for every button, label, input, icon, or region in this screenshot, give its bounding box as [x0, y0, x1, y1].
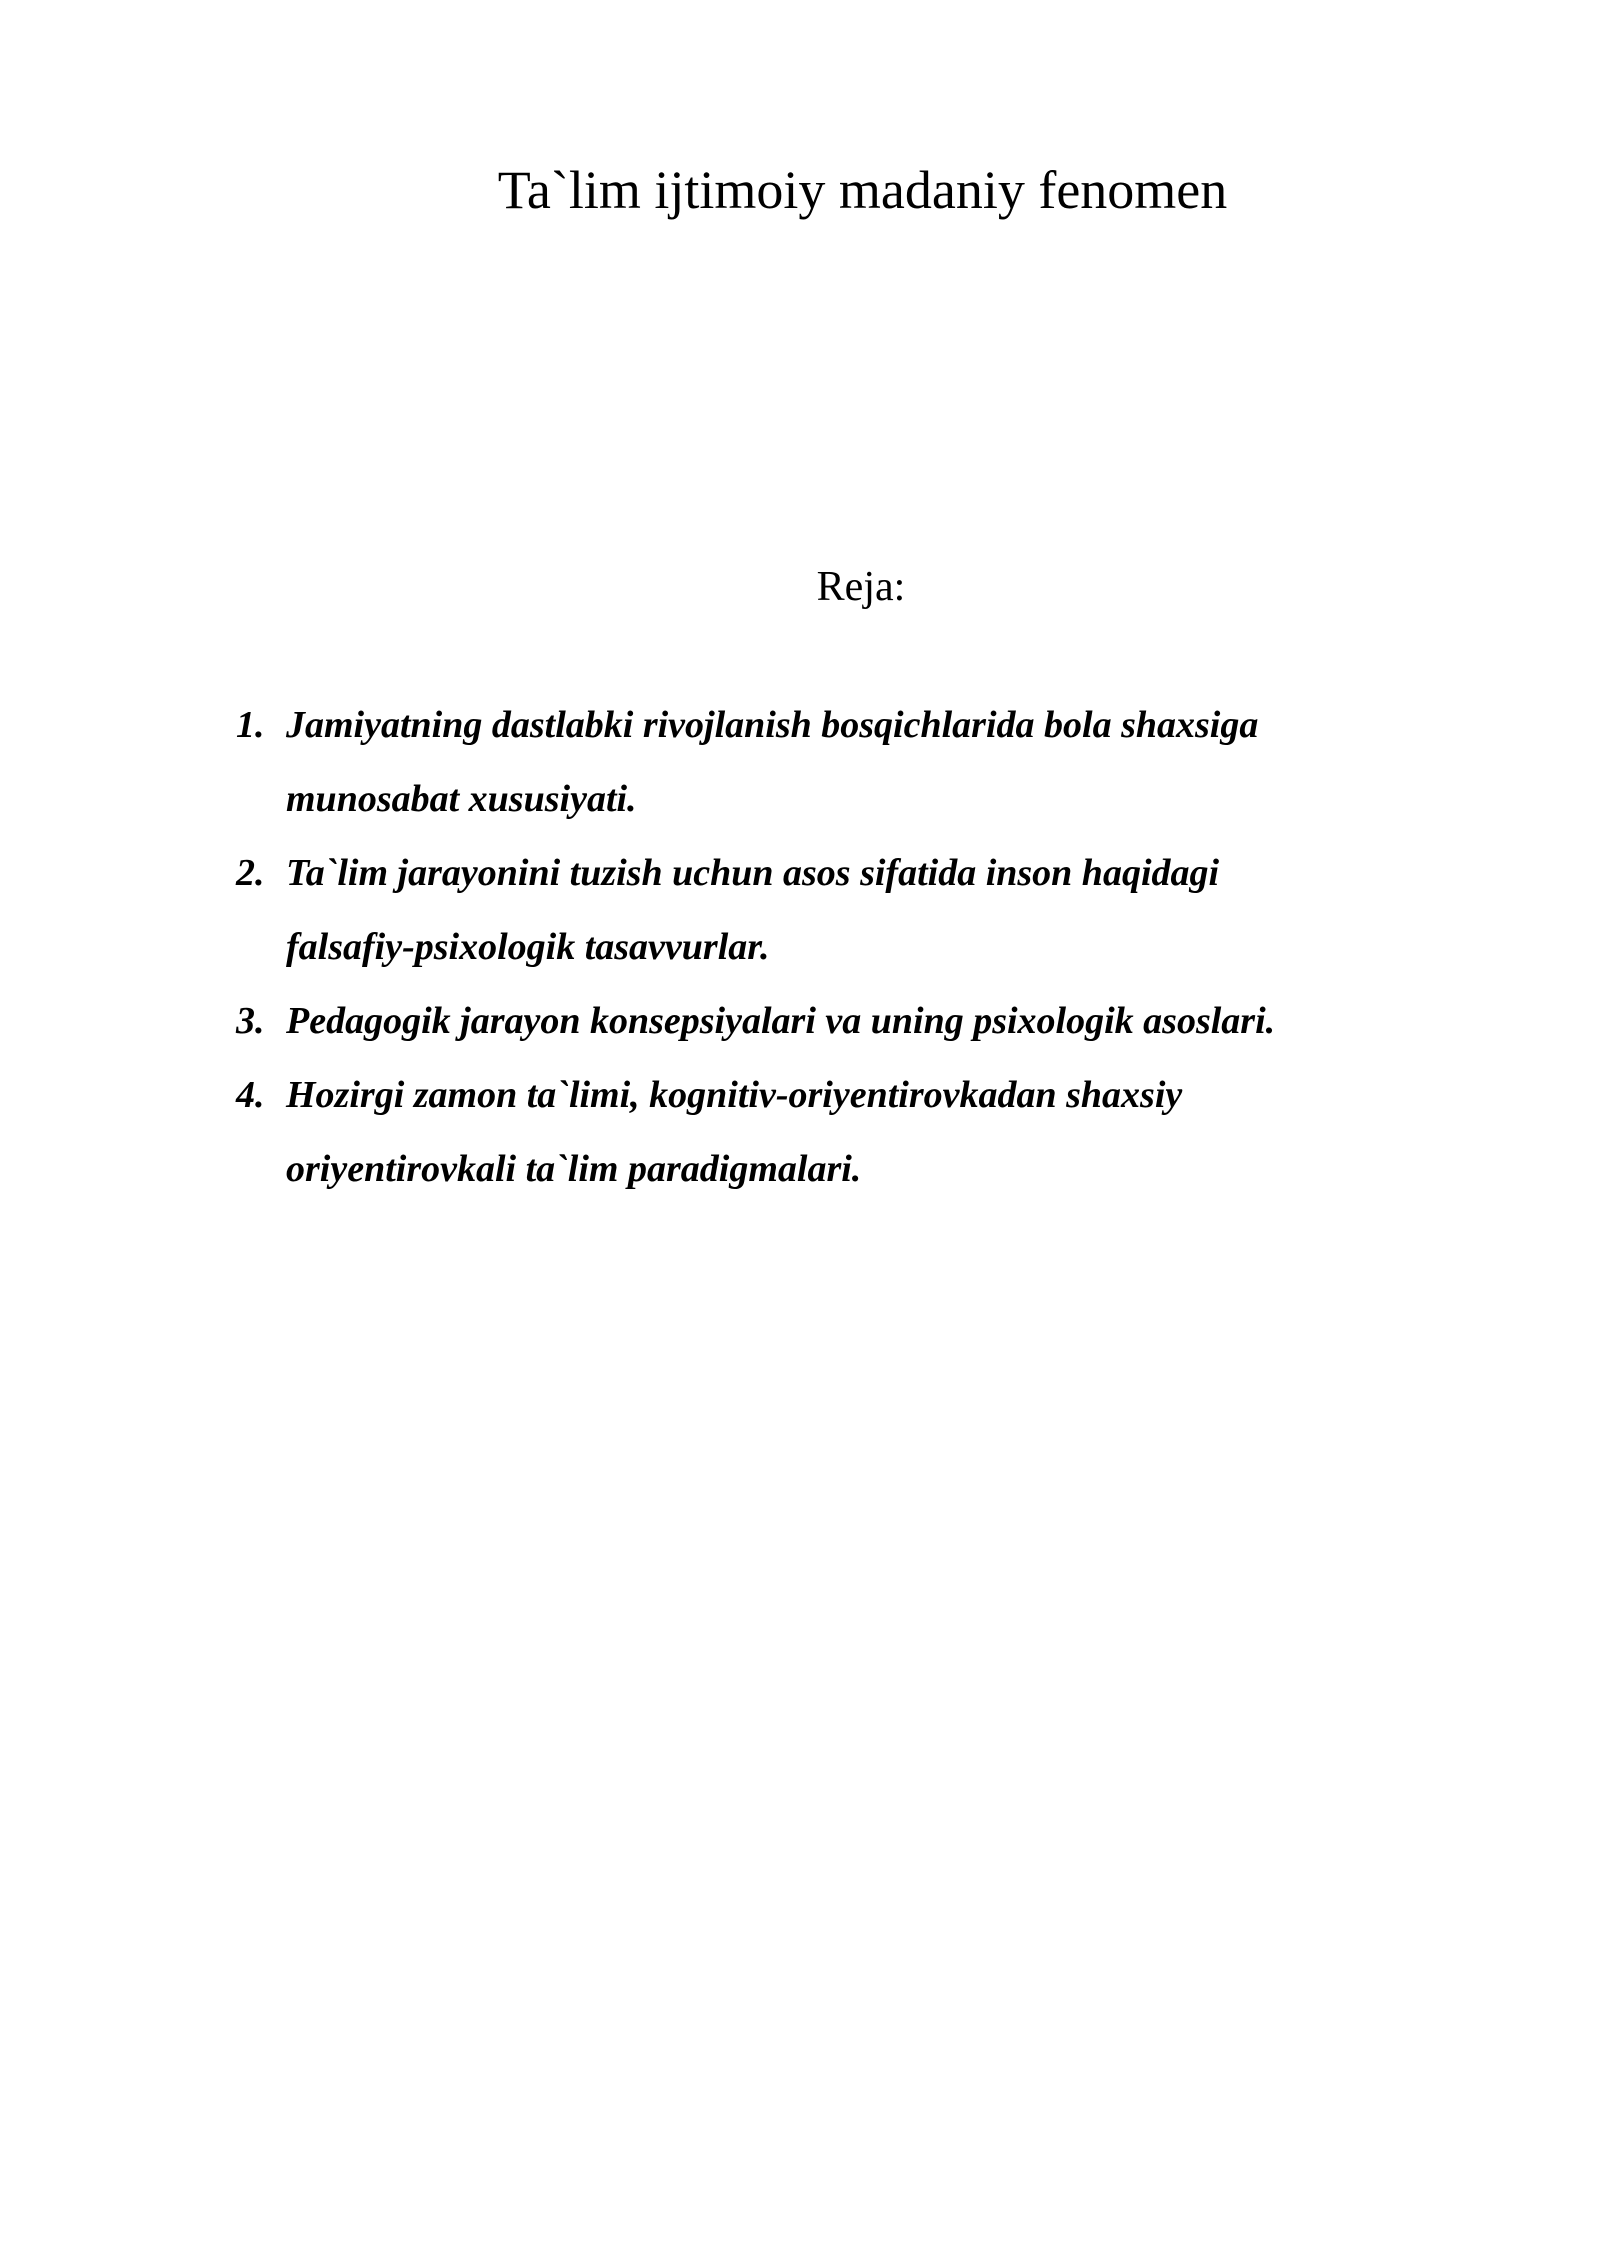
plan-item-2	[236, 836, 1466, 984]
plan-item-text: Ta`lim jarayonini tuzish uchun asos sifatida inson haqidagi	[286, 852, 1220, 894]
plan-item-4	[236, 1058, 1466, 1206]
plan-item-text: munosabat xususiyati.	[286, 778, 637, 820]
document-title: Ta`lim ijtimoiy madaniy fenomen	[497, 160, 1228, 220]
plan-item-text: Hozirgi zamon ta`limi, kognitiv-oriyentirovkadan shaxsiy	[286, 1074, 1183, 1116]
plan-item-number: 1.	[236, 704, 265, 746]
plan-heading: Reja:	[816, 564, 906, 610]
plan-item-text: Pedagogik jarayon konsepsiyalari va uning psixologik asoslari.	[286, 1000, 1276, 1042]
plan-item-3	[236, 984, 1466, 1058]
plan-item-text: Jamiyatning dastlabki rivojlanish bosqichlarida bola shaxsiga	[286, 704, 1259, 746]
plan-list	[236, 688, 1466, 1206]
plan-item-1	[236, 688, 1466, 836]
plan-item-number: 2.	[236, 852, 265, 894]
plan-item-text: falsafiy-psixologik tasavvurlar.	[286, 926, 770, 968]
plan-item-text: oriyentirovkali ta`lim paradigmalari.	[286, 1148, 862, 1190]
plan-item-number: 3.	[236, 1000, 265, 1042]
plan-item-number: 4.	[236, 1074, 265, 1116]
